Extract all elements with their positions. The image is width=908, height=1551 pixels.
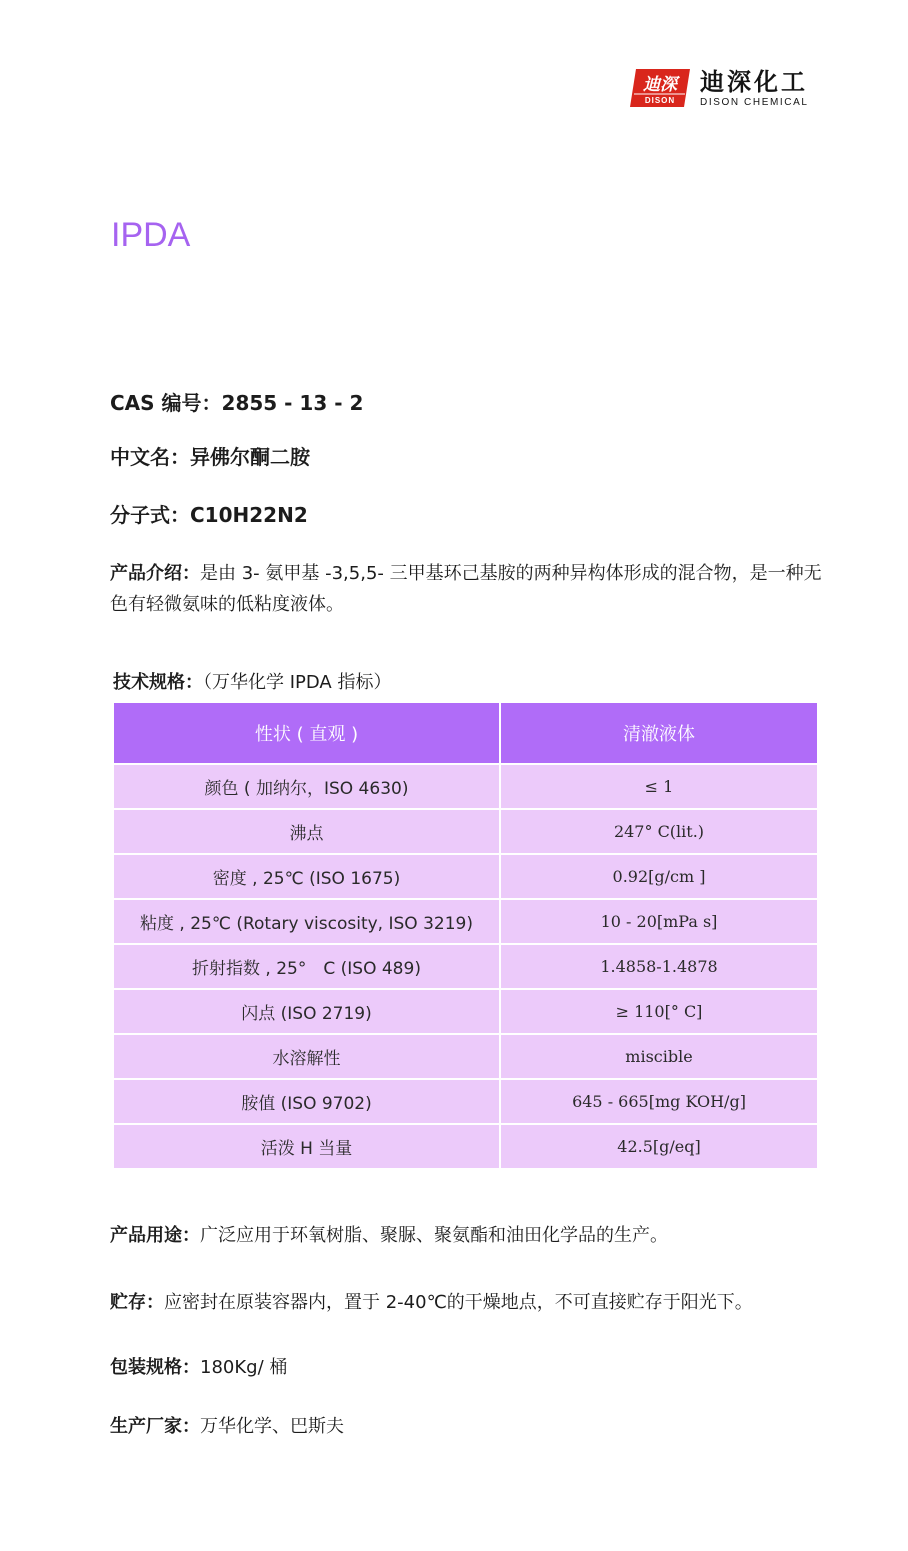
intro-label: 产品介绍： xyxy=(110,563,200,584)
manufacturer-value: 万华化学、巴斯夫 xyxy=(200,1416,344,1437)
cn-name-value: 异佛尔酮二胺 xyxy=(190,445,310,469)
product-intro xyxy=(110,558,822,620)
spec-value: ≥ 110[° C] xyxy=(500,989,818,1034)
storage-label: 贮存： xyxy=(110,1292,164,1313)
logo-badge-cn: 迪深 xyxy=(643,75,677,95)
spec-property: 沸点 xyxy=(113,809,500,854)
company-name-cn: 迪深化工 xyxy=(700,67,808,96)
spec-value: miscible xyxy=(500,1034,818,1079)
spec-property: 颜色 ( 加纳尔，ISO 4630) xyxy=(113,764,500,809)
company-name-en: DISON CHEMICAL xyxy=(700,96,809,108)
spec-property: 活泼 H 当量 xyxy=(113,1124,500,1169)
spec-property: 密度 , 25℃ (ISO 1675) xyxy=(113,854,500,899)
table-row xyxy=(113,944,818,989)
cas-label: CAS 编号： xyxy=(110,391,222,415)
intro-text: 是由 3- 氨甲基 -3,5,5- 三甲基环己基胺的两种异构体形成的混合物，是一种无色有轻微氨味的低粘度液体。 xyxy=(110,563,822,615)
spec-property: 胺值 (ISO 9702) xyxy=(113,1079,500,1124)
spec-property: 水溶解性 xyxy=(113,1034,500,1079)
spec-value: 0.92[g/cm ] xyxy=(500,854,818,899)
company-logo xyxy=(628,66,809,110)
storage-value: 应密封在原装容器内，置于 2-40℃的干燥地点，不可直接贮存于阳光下。 xyxy=(164,1292,753,1313)
formula-value: C10H22N2 xyxy=(190,503,308,527)
spec-value: 247° C(lit.) xyxy=(500,809,818,854)
table-row xyxy=(113,854,818,899)
cn-name-label: 中文名： xyxy=(110,445,190,469)
spec-table xyxy=(112,701,819,1170)
table-row xyxy=(113,809,818,854)
manufacturer-label: 生产厂家： xyxy=(110,1416,200,1437)
spec-property: 闪点 (ISO 2719) xyxy=(113,989,500,1034)
spec-header-row xyxy=(113,702,818,764)
formula-line xyxy=(110,501,308,529)
spec-property: 折射指数 , 25° C (ISO 489) xyxy=(113,944,500,989)
cas-line xyxy=(110,389,363,417)
logo-wordmark xyxy=(700,69,809,108)
spec-value: 10 - 20[mPa s] xyxy=(500,899,818,944)
table-row xyxy=(113,764,818,809)
usage-line xyxy=(110,1222,668,1250)
formula-label: 分子式： xyxy=(110,503,190,527)
table-row xyxy=(113,1034,818,1079)
spec-header-value: 清澈液体 xyxy=(500,702,818,764)
spec-value: ≤ 1 xyxy=(500,764,818,809)
spec-value: 42.5[g/eq] xyxy=(500,1124,818,1169)
table-row xyxy=(113,1124,818,1169)
usage-label: 产品用途： xyxy=(110,1225,200,1246)
spec-value: 1.4858-1.4878 xyxy=(500,944,818,989)
logo-badge-en: DISON xyxy=(644,96,676,105)
spec-note: （万华化学 IPDA 指标） xyxy=(203,672,392,693)
cn-name-line xyxy=(110,443,310,471)
manufacturer-line xyxy=(110,1413,344,1441)
packaging-value: 180Kg/ 桶 xyxy=(200,1357,288,1378)
table-row xyxy=(113,899,818,944)
spec-heading xyxy=(113,669,391,697)
storage-line xyxy=(110,1289,753,1317)
spec-value: 645 - 665[mg KOH/g] xyxy=(500,1079,818,1124)
spec-header-property: 性状 ( 直观 ) xyxy=(113,702,500,764)
packaging-label: 包装规格： xyxy=(110,1357,200,1378)
logo-badge xyxy=(628,67,692,109)
cas-value: 2855 - 13 - 2 xyxy=(221,391,364,415)
packaging-line xyxy=(110,1354,287,1382)
product-title: IPDA xyxy=(111,216,191,254)
usage-value: 广泛应用于环氧树脂、聚脲、聚氨酯和油田化学品的生产。 xyxy=(200,1225,668,1246)
table-row xyxy=(113,1079,818,1124)
spec-label: 技术规格： xyxy=(113,672,203,693)
spec-property: 粘度 , 25℃ (Rotary viscosity, ISO 3219) xyxy=(113,899,500,944)
table-row xyxy=(113,989,818,1034)
